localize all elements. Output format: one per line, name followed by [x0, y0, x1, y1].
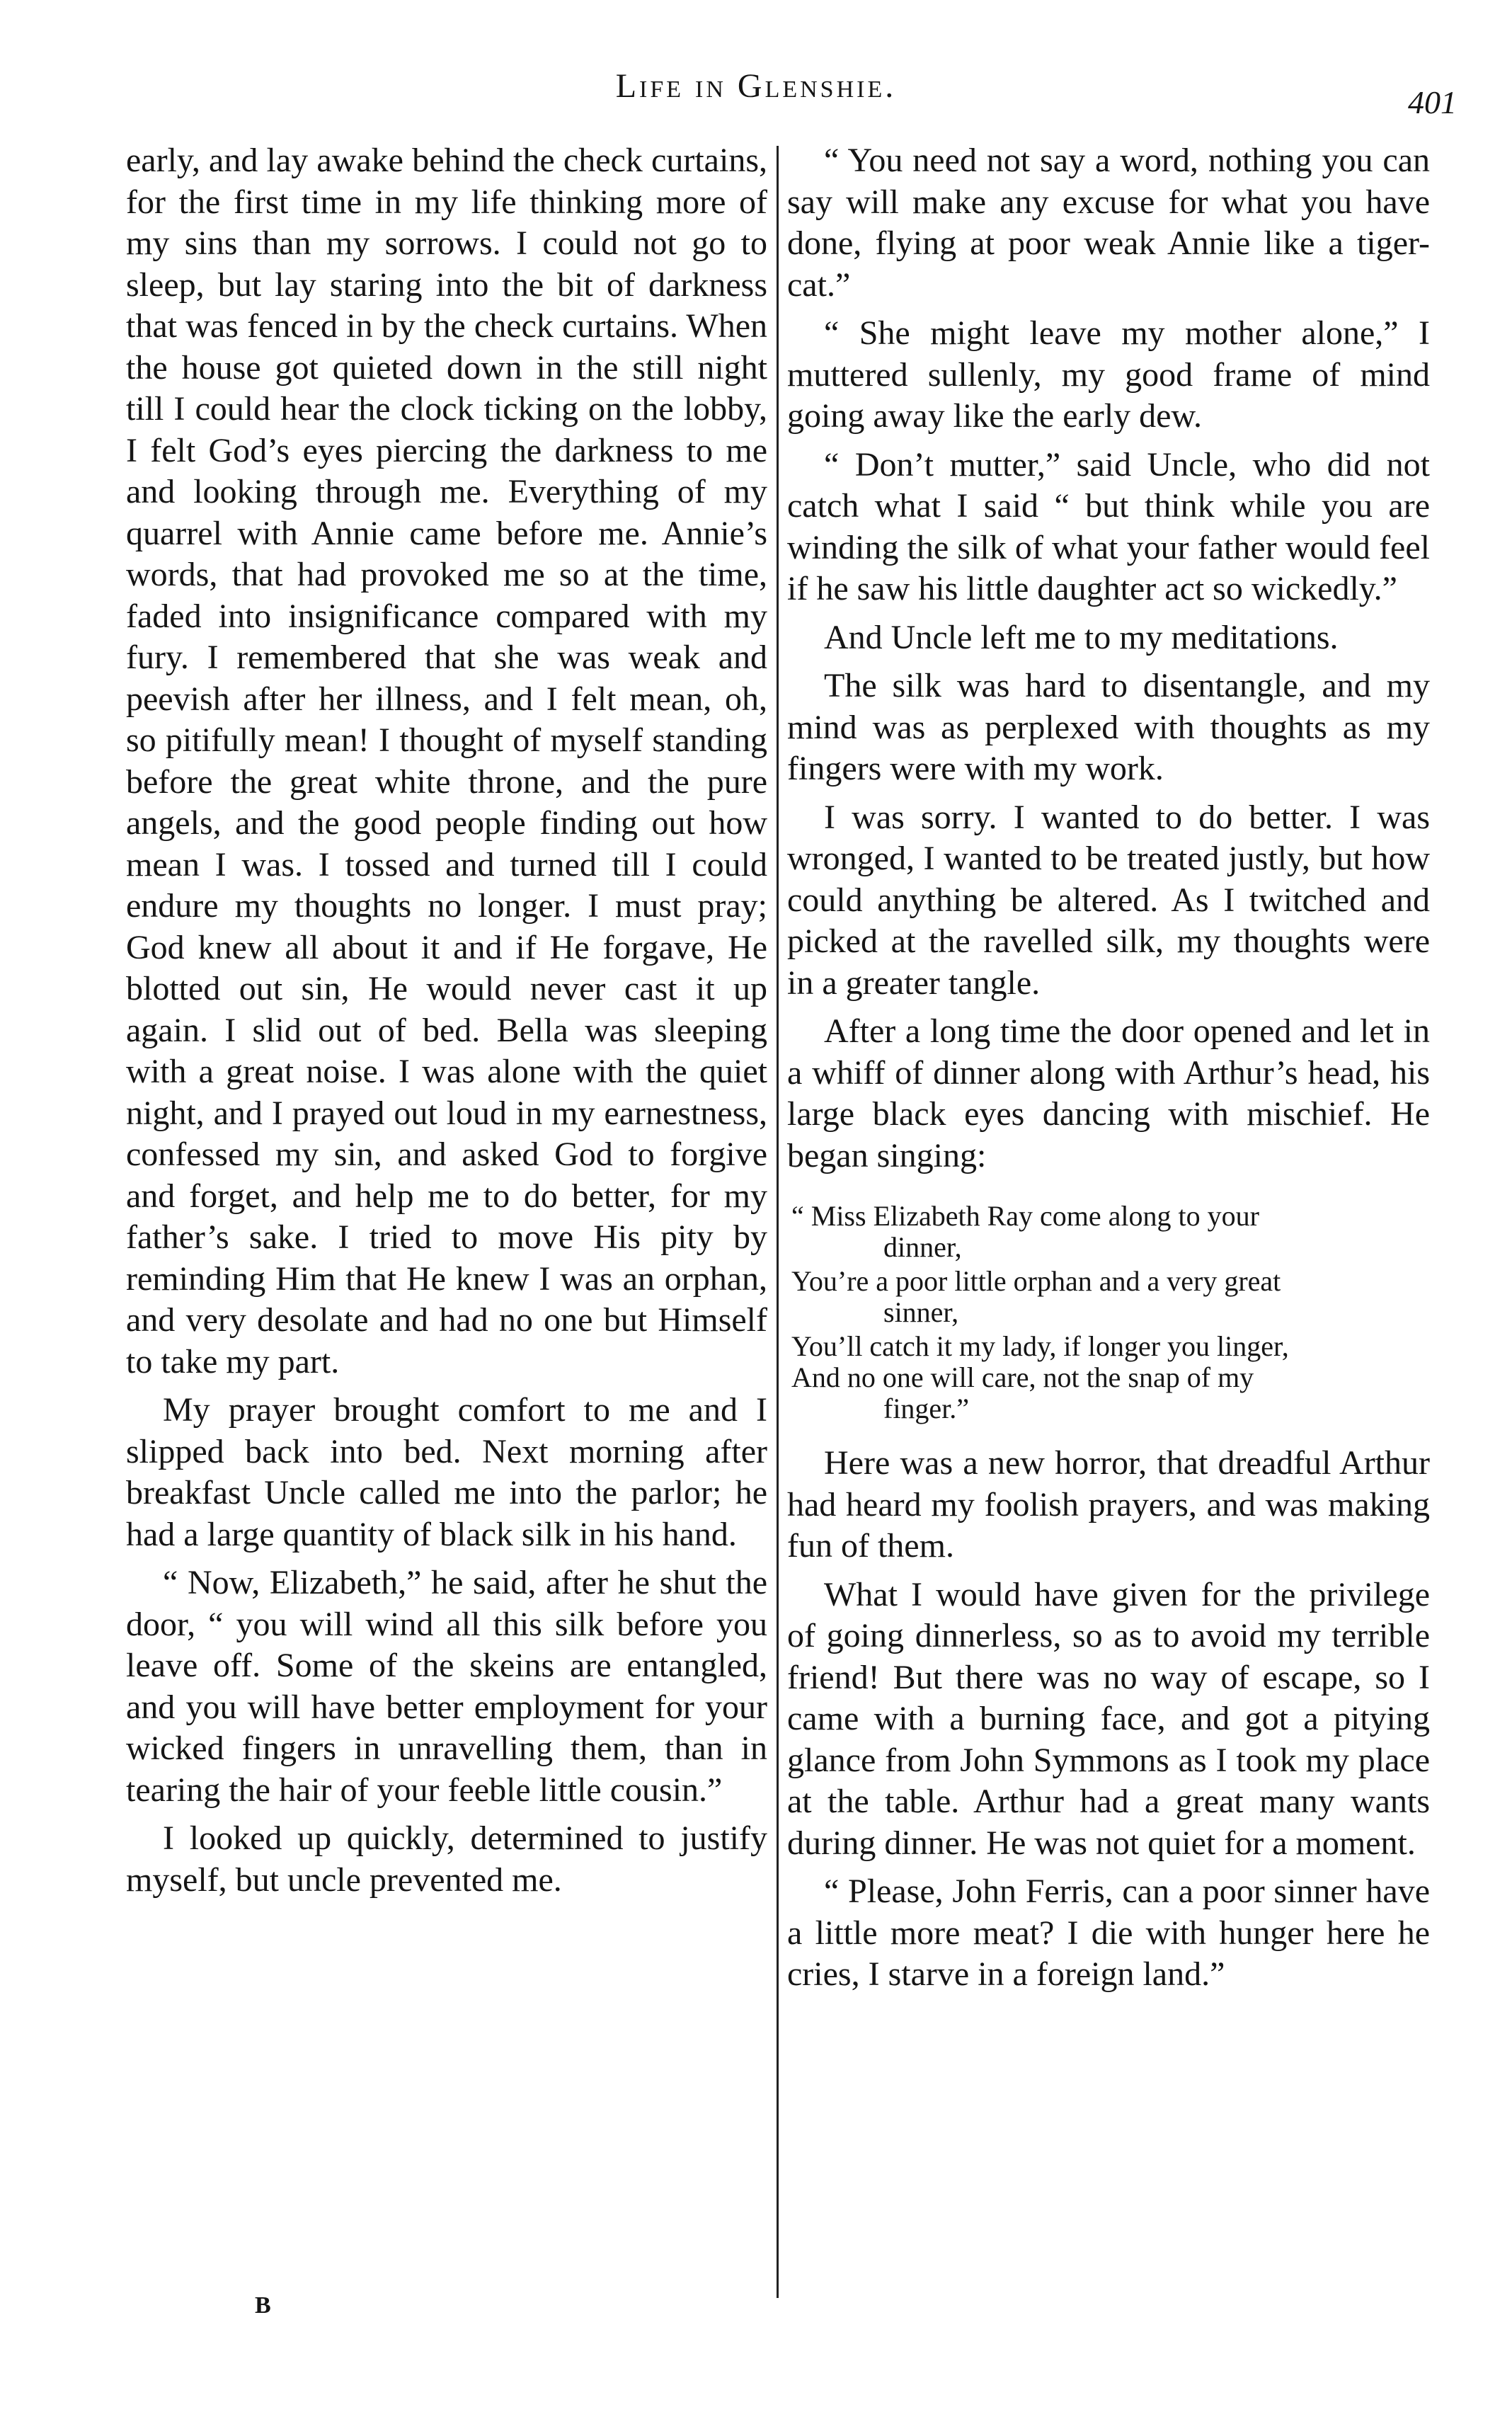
verse-turnover: finger.” [883, 1393, 970, 1424]
verse-line: You’ll catch it my lady, if longer you linger, [791, 1330, 1289, 1362]
verse-turnover: dinner, [883, 1231, 962, 1263]
right-column [787, 140, 1430, 2003]
paragraph: “ Now, Elizabeth,” he said, after he shut the door, “ you will wind all this silk before you leave off. Some of the skeins are entangled, and you will have better employment for your wicked fingers in unravelling them, than in tearing the hair of your feeble little cousin.” [126, 1564, 767, 1809]
verse-line: You’re a poor little orphan and a very great [791, 1265, 1281, 1297]
paragraph: My prayer brought comfort to me and I slipped back into bed. Next morning after breakfast Uncle called me into the parlor; he had a large quantity of black silk in his hand. [126, 1391, 767, 1553]
paragraph: “ She might leave my mother alone,” I muttered sullenly, my good frame of mind going away like the early dew. [787, 314, 1430, 435]
paragraph: After a long time the door opened and let in a whiff of dinner along with Arthur’s head, his large black eyes dancing with mischief. He began singing: [787, 1012, 1430, 1174]
column-divider [777, 146, 779, 2298]
verse-line: And no one will care, not the snap of my [791, 1361, 1254, 1393]
verse-turnover: sinner, [883, 1296, 959, 1328]
paragraph: I looked up quickly, determined to justify myself, but uncle prevented me. [126, 1819, 767, 1899]
paragraph: “ Don’t mutter,” said Uncle, who did not catch what I said “ but think while you are winding the silk of what your father would feel if he saw his little daughter act so wickedly.” [787, 445, 1430, 607]
paragraph: I was sorry. I wanted to do better. I was wronged, I wanted to be treated justly, but how could anything be altered. As I twitched and picked at the ravelled silk, my thoughts were in a greater tangle. [787, 798, 1430, 1002]
paragraph: What I would have given for the privilege of going dinnerless, so as to avoid my terrible friend! But there was no way of escape, so I came with a burning face, and got a pitying glance from John Symmons as I took my place at the table. Arthur had a great many wants during dinner. He was not quiet for a moment. [787, 1575, 1430, 1862]
paragraph: The silk was hard to disentangle, and my mind was as perplexed with thoughts as my fingers were with my work. [787, 667, 1430, 787]
paragraph: Here was a new horror, that dreadful Arthur had heard my foolish prayers, and was making fun of them. [787, 1444, 1430, 1565]
running-head: Life in Glenshie. [615, 67, 897, 105]
left-column [126, 140, 767, 1908]
song-verse [791, 1201, 1430, 1424]
paragraph: “ You need not say a word, nothing you can say will make any excuse for what you have done, flying at poor weak Annie like a tiger-cat.” [787, 142, 1430, 304]
paragraph: early, and lay awake behind the check curtains, for the first time in my life thinking more of my sins than my sorrows. I could not go to sleep, but lay staring into the bit of darkness that was fenced in by the check curtains. When the house got quieted down in the still night till I could hear the clock ticking on the lobby, I felt God’s eyes piercing the darkness to me and looking through me. Everything of my quarrel with Annie came before me. Annie’s words, that had provoked me so at the time, faded into insignificance compared with my fury. I remembered that she was weak and peevish after her illness, and I felt mean, oh, so pitifully mean! I thought of myself standing before the great white throne, and the pure angels, and the good people finding out how mean I was. I tossed and turned till I could endure my thoughts no longer. I must pray; God knew all about it and if He forgave, He blotted out sin, He would never cast it up again. I slid out of bed. Bella was sleeping with a great noise. I was alone with the quiet night, and I prayed out loud in my earnestness, confessed my sin, and asked God to forgive and forget, and help me to do better, for my father’s sake. I tried to move His pity by reminding Him that He knew I was an orphan, and very desolate and had no one but Himself to take my part. [126, 142, 767, 1380]
verse-line: “ Miss Elizabeth Ray come along to your [791, 1200, 1259, 1232]
paragraph: “ Please, John Ferris, can a poor sinner have a little more meat? I die with hunger here he cries, I starve in a foreign land.” [787, 1873, 1430, 1993]
page-number: 401 [1408, 84, 1457, 120]
signature-mark: B [255, 2292, 273, 2319]
paragraph: And Uncle left me to my meditations. [824, 618, 1339, 656]
